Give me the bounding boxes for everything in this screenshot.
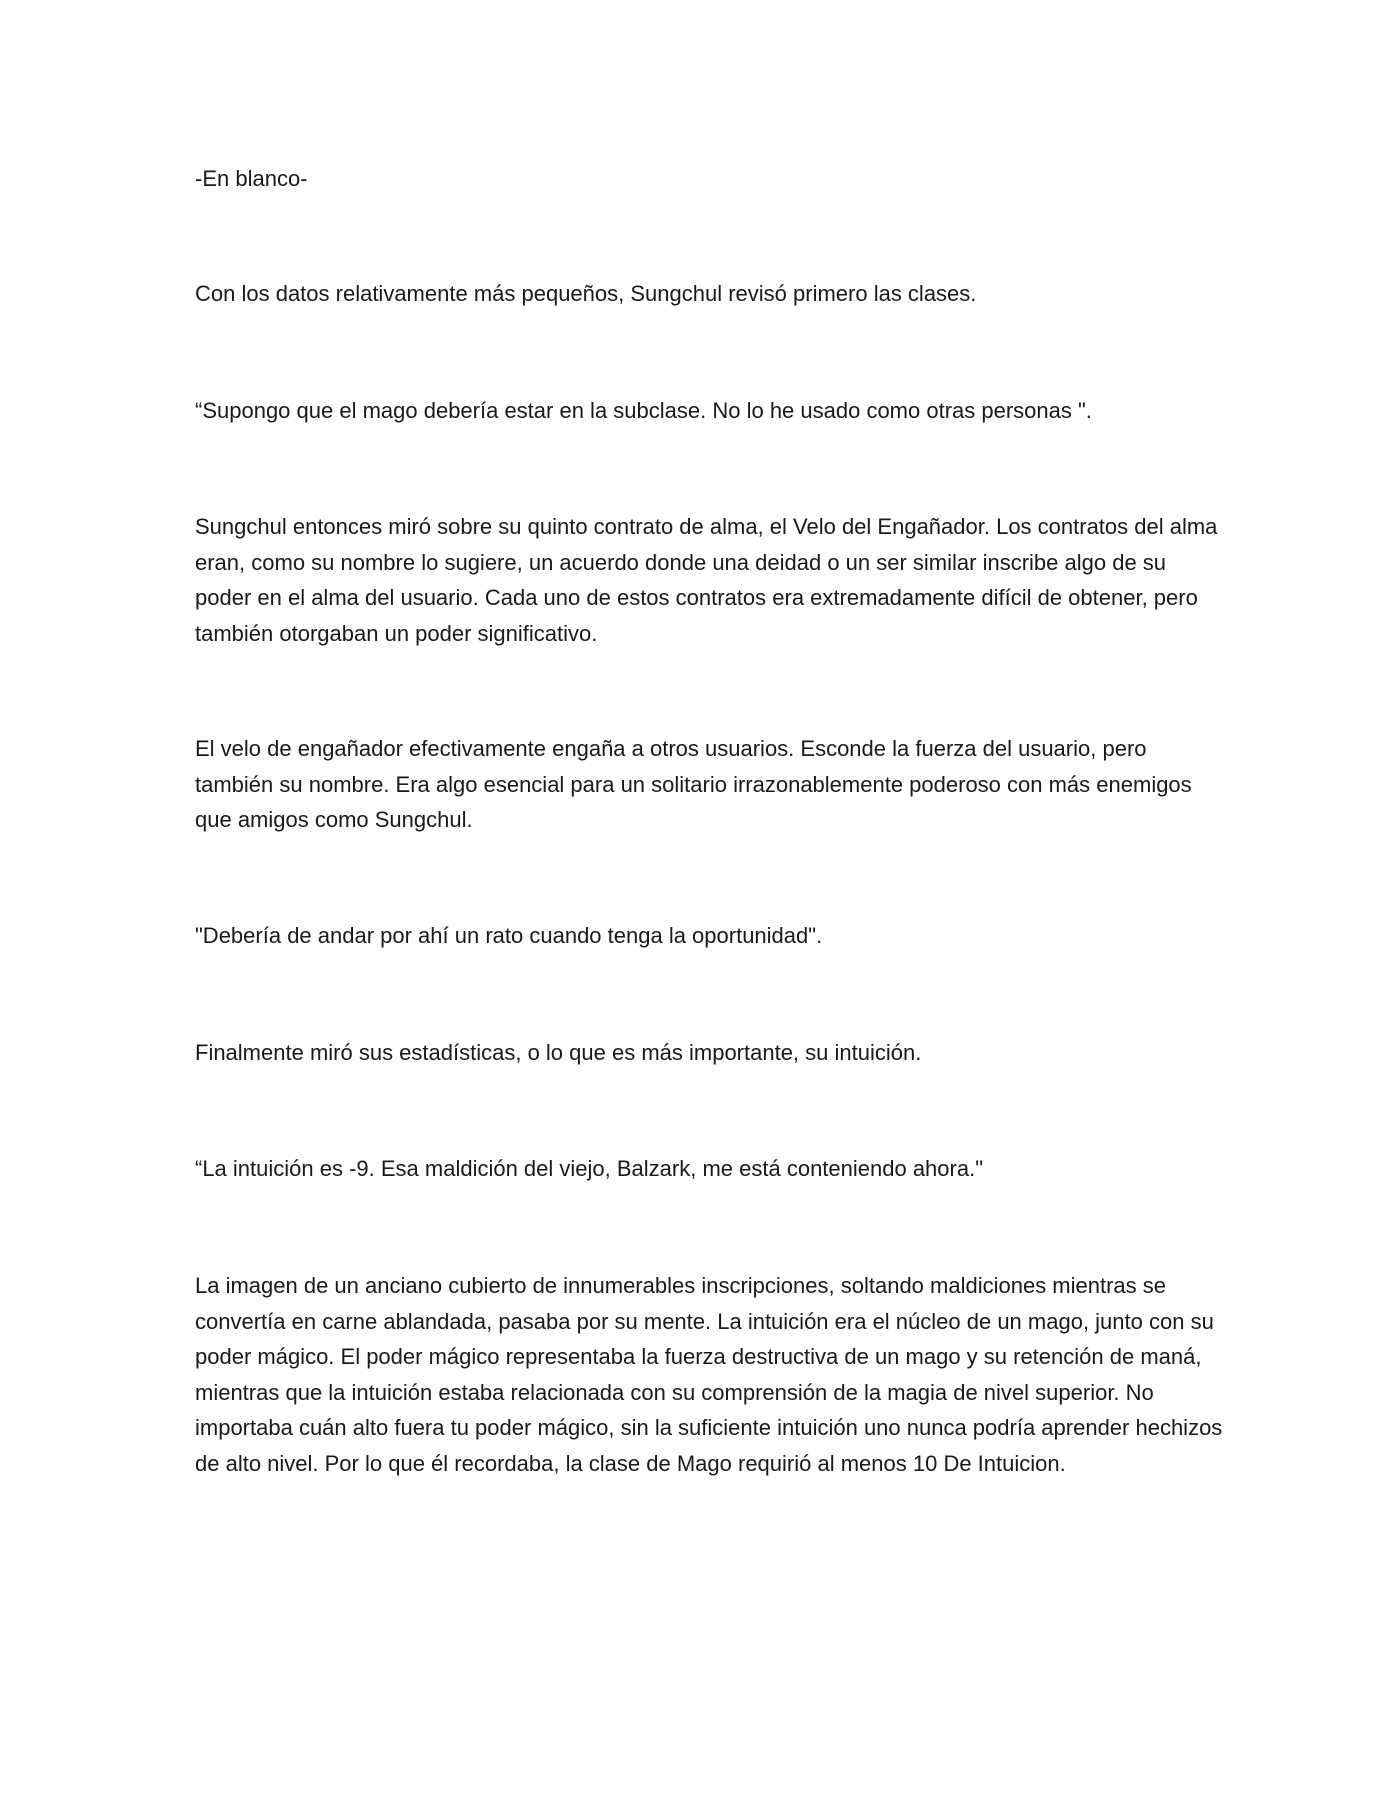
paragraph-dialogue: "Debería de andar por ahí un rato cuando tenga la oportunidad". <box>195 923 823 948</box>
paragraph-dialogue: “Supongo que el mago debería estar en la subclase. No lo he usado como otras personas ". <box>195 398 1092 423</box>
paragraph: La imagen de un anciano cubierto de innumerables inscripciones, soltando maldiciones mientras se convertía en carne ablandada, pasaba por su mente. La intuición era el núcleo de un mago, junto con su poder mágico. El poder mágico representaba la fuerza destructiva de un mago y su retención de maná, mientras que la intuición estaba relacionada con su comprensión de la magia de nivel superior. No importaba cuán alto fuera tu poder mágico, sin la suficiente intuición uno nunca podría aprender hechizos de alto nivel. Por lo que él recordaba, la clase de Mago requirió al menos 10 De Intuicion. <box>195 1273 1223 1476</box>
paragraph: Con los datos relativamente más pequeños, Sungchul revisó primero las clases. <box>195 281 977 306</box>
paragraph-dialogue: “La intuición es -9. Esa maldición del viejo, Balzark, me está conteniendo ahora." <box>195 1156 984 1181</box>
paragraph: El velo de engañador efectivamente engaña a otros usuarios. Esconde la fuerza del usuario, pero también su nombre. Era algo esencial para un solitario irrazonablemente poderoso con más enemigos que amigos como Sungchul. <box>195 736 1192 832</box>
paragraph: Finalmente miró sus estadísticas, o lo que es más importante, su intuición. <box>195 1040 922 1065</box>
paragraph: Sungchul entonces miró sobre su quinto contrato de alma, el Velo del Engañador. Los contratos del alma eran, como su nombre lo sugiere, un acuerdo donde una deidad o un ser similar inscribe algo de su poder en el alma del usuario. Cada uno de estos contratos era extremadamente difícil de obtener, pero también otorgaban un poder significativo. <box>195 514 1218 646</box>
paragraph-heading: -En blanco- <box>195 166 308 191</box>
